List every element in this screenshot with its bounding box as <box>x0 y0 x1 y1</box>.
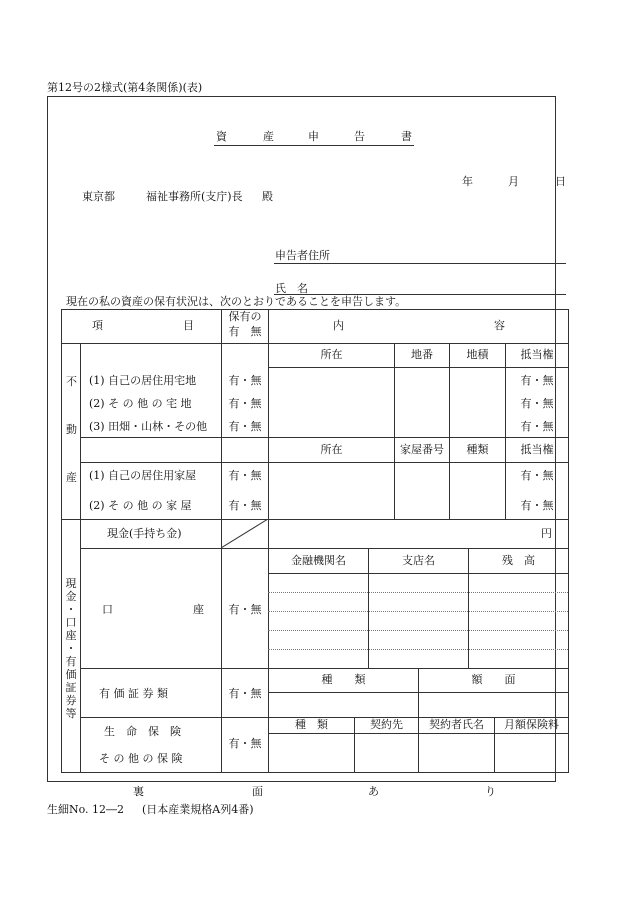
header-content: 内 <box>333 319 344 332</box>
header-item2: 目 <box>183 319 194 332</box>
real-estate-label-char: 不 <box>66 375 77 388</box>
reverse-note-char: り <box>485 785 496 798</box>
land-col-mortgage: 抵当権 <box>520 348 554 361</box>
cash-label-char: 価 <box>65 668 77 681</box>
house-col-type: 種類 <box>466 443 489 456</box>
insurance-other-label: そ の 他 の 保 険 <box>99 752 183 765</box>
title-char: 資 <box>216 130 227 143</box>
footer-code: 生細No. 12―2 <box>47 803 125 816</box>
addressee-honorific: 殿 <box>262 190 273 203</box>
account-col-balance: 残 高 <box>502 554 535 567</box>
land-row-mortgage[interactable]: 有・無 <box>520 374 554 387</box>
insurance-life-label: 生 命 保 険 <box>104 725 181 738</box>
house-col-location: 所在 <box>320 443 343 456</box>
title-char: 告 <box>354 130 365 143</box>
title-char: 書 <box>401 130 412 143</box>
cash-label: 現金(手持ち金) <box>107 527 182 540</box>
account-label-a: 口 <box>102 603 113 616</box>
house-row-possession[interactable]: 有・無 <box>228 499 262 512</box>
statement: 現在の私の資産の保有状況は、次のとおりであることを申告します。 <box>66 295 407 308</box>
house-row-mortgage[interactable]: 有・無 <box>520 469 554 482</box>
account-col-bank: 金融機関名 <box>291 554 346 567</box>
form-number: 第12号の2様式(第4条関係)(表) <box>47 81 203 94</box>
securities-possession[interactable]: 有・無 <box>228 687 262 700</box>
reverse-note-char: 面 <box>252 785 263 798</box>
house-row-possession[interactable]: 有・無 <box>228 469 262 482</box>
land-row-label: (3) 田畑・山林・その他 <box>89 420 208 433</box>
applicant-address-field[interactable] <box>274 263 566 264</box>
title-char: 申 <box>308 130 319 143</box>
cash-label-char: 等 <box>65 707 77 720</box>
cash-label-char: 有 <box>65 655 77 668</box>
land-row-possession[interactable]: 有・無 <box>228 420 262 433</box>
real-estate-label-char: 産 <box>66 471 77 484</box>
land-row-label: (2) そ の 他 の 宅 地 <box>89 397 192 410</box>
cash-label-char: ・ <box>65 603 77 616</box>
cash-label-char: 口 <box>65 616 77 629</box>
account-label-b: 座 <box>193 603 204 616</box>
header-possession-1: 保有の <box>228 310 262 323</box>
account-col-branch: 支店名 <box>402 554 435 567</box>
cash-diagonal <box>221 519 269 549</box>
real-estate-label-char: 動 <box>66 423 77 436</box>
insurance-possession[interactable]: 有・無 <box>228 737 262 750</box>
insurance-col-type: 種 類 <box>295 718 328 731</box>
date-month[interactable]: 月 <box>508 175 519 188</box>
header-item: 項 <box>92 319 103 332</box>
land-col-location: 所在 <box>320 348 343 361</box>
insurance-col-insurer: 契約先 <box>370 718 403 731</box>
addressee-office: 福祉事務所(支庁)長 <box>146 190 243 203</box>
securities-col-type: 種 類 <box>321 673 366 686</box>
land-row-possession[interactable]: 有・無 <box>228 374 262 387</box>
house-col-number: 家屋番号 <box>400 443 444 456</box>
land-col-lot: 地番 <box>411 348 433 361</box>
applicant-address-label: 申告者住所 <box>275 249 330 262</box>
footer-size: (日本産業規格A列4番) <box>142 803 254 816</box>
cash-label-char: 座 <box>65 629 77 642</box>
insurance-col-premium: 月額保険料 <box>504 718 559 731</box>
title-underline <box>214 145 414 146</box>
account-possession[interactable]: 有・無 <box>228 603 262 616</box>
cash-label-char: 現 <box>65 577 77 590</box>
reverse-note-char: 裏 <box>133 785 144 798</box>
land-row-label: (1) 自己の居住用宅地 <box>89 374 197 387</box>
house-row-label: (1) 自己の居住用家屋 <box>89 469 197 482</box>
cash-label-char: 証 <box>65 681 77 694</box>
cash-label-char: ・ <box>65 642 77 655</box>
reverse-note-char: あ <box>368 785 379 798</box>
date-year[interactable]: 年 <box>462 175 473 188</box>
cash-yen: 円 <box>541 527 552 540</box>
land-col-area: 地積 <box>466 348 489 361</box>
securities-col-face: 額 面 <box>471 673 516 686</box>
land-row-mortgage[interactable]: 有・無 <box>520 397 554 410</box>
cash-label-char: 金 <box>65 590 77 603</box>
insurance-col-holder: 契約者氏名 <box>429 718 484 731</box>
title-char: 産 <box>263 130 274 143</box>
house-row-mortgage[interactable]: 有・無 <box>520 499 554 512</box>
date-day[interactable]: 日 <box>555 175 566 188</box>
header-possession-2: 有 無 <box>228 325 262 338</box>
applicant-name-label: 氏 名 <box>275 282 308 295</box>
cash-label-char: 券 <box>65 694 77 707</box>
addressee-prefecture: 東京都 <box>82 190 115 203</box>
land-row-mortgage[interactable]: 有・無 <box>520 420 554 433</box>
house-row-label: (2) そ の 他 の 家 屋 <box>89 499 192 512</box>
house-col-mortgage: 抵当権 <box>520 443 554 456</box>
land-row-possession[interactable]: 有・無 <box>228 397 262 410</box>
securities-label: 有 価 証 券 類 <box>99 687 168 700</box>
header-content2: 容 <box>494 319 505 332</box>
